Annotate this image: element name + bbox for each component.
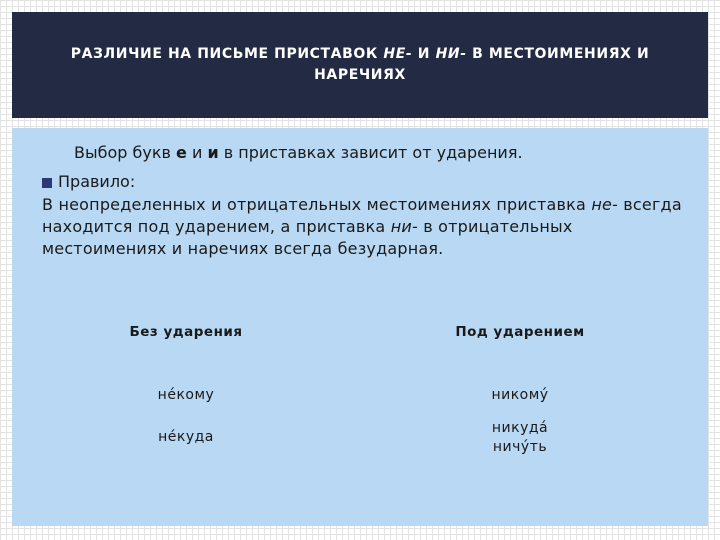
- rule-prefix-ni: ни-: [390, 217, 418, 236]
- title-and: И: [412, 46, 436, 62]
- word-nichut: ничу́ть: [492, 439, 548, 455]
- title-part-2: В МЕСТОИМЕНИЯХ И НАРЕЧИЯХ: [314, 46, 650, 83]
- word-nikuda: никуда́: [491, 420, 549, 436]
- header-unstressed: Без ударения: [129, 324, 243, 340]
- intro-sentence: [74, 142, 674, 164]
- rule-label: Правило:: [58, 172, 136, 191]
- square-bullet-icon: [42, 178, 52, 188]
- rule-text: [42, 194, 682, 260]
- title-banner: [12, 12, 708, 118]
- intro-letter-i: и: [207, 143, 219, 162]
- title-prefix-ni: НИ-: [435, 46, 467, 62]
- title-prefix-ne: НЕ-: [383, 46, 413, 62]
- intro-text-1: Выбор букв: [74, 143, 177, 162]
- rule-text-1: В неопределенных и отрицательных местоимениях приставка: [42, 195, 592, 214]
- word-nekomu: не́кому: [157, 387, 215, 403]
- rule-text-3: в отрицательных местоимениях и наречиях всегда безударная.: [42, 217, 573, 258]
- slide-title: [50, 44, 670, 86]
- title-part-1: РАЗЛИЧИЕ НА ПИСЬМЕ ПРИСТАВОК: [70, 46, 384, 62]
- intro-text-3: в приставках зависит от ударения.: [218, 143, 523, 162]
- word-nikomu: никому́: [491, 387, 549, 403]
- header-stressed: Под ударением: [455, 324, 585, 340]
- rule-text-2: всегда находится под ударением, а приставка: [42, 195, 682, 236]
- intro-letter-e: е: [176, 143, 187, 162]
- intro-text-2: и: [186, 143, 208, 162]
- word-nekuda: не́куда: [158, 429, 214, 445]
- rule-heading: [42, 171, 135, 193]
- rule-prefix-ne: не-: [591, 195, 618, 214]
